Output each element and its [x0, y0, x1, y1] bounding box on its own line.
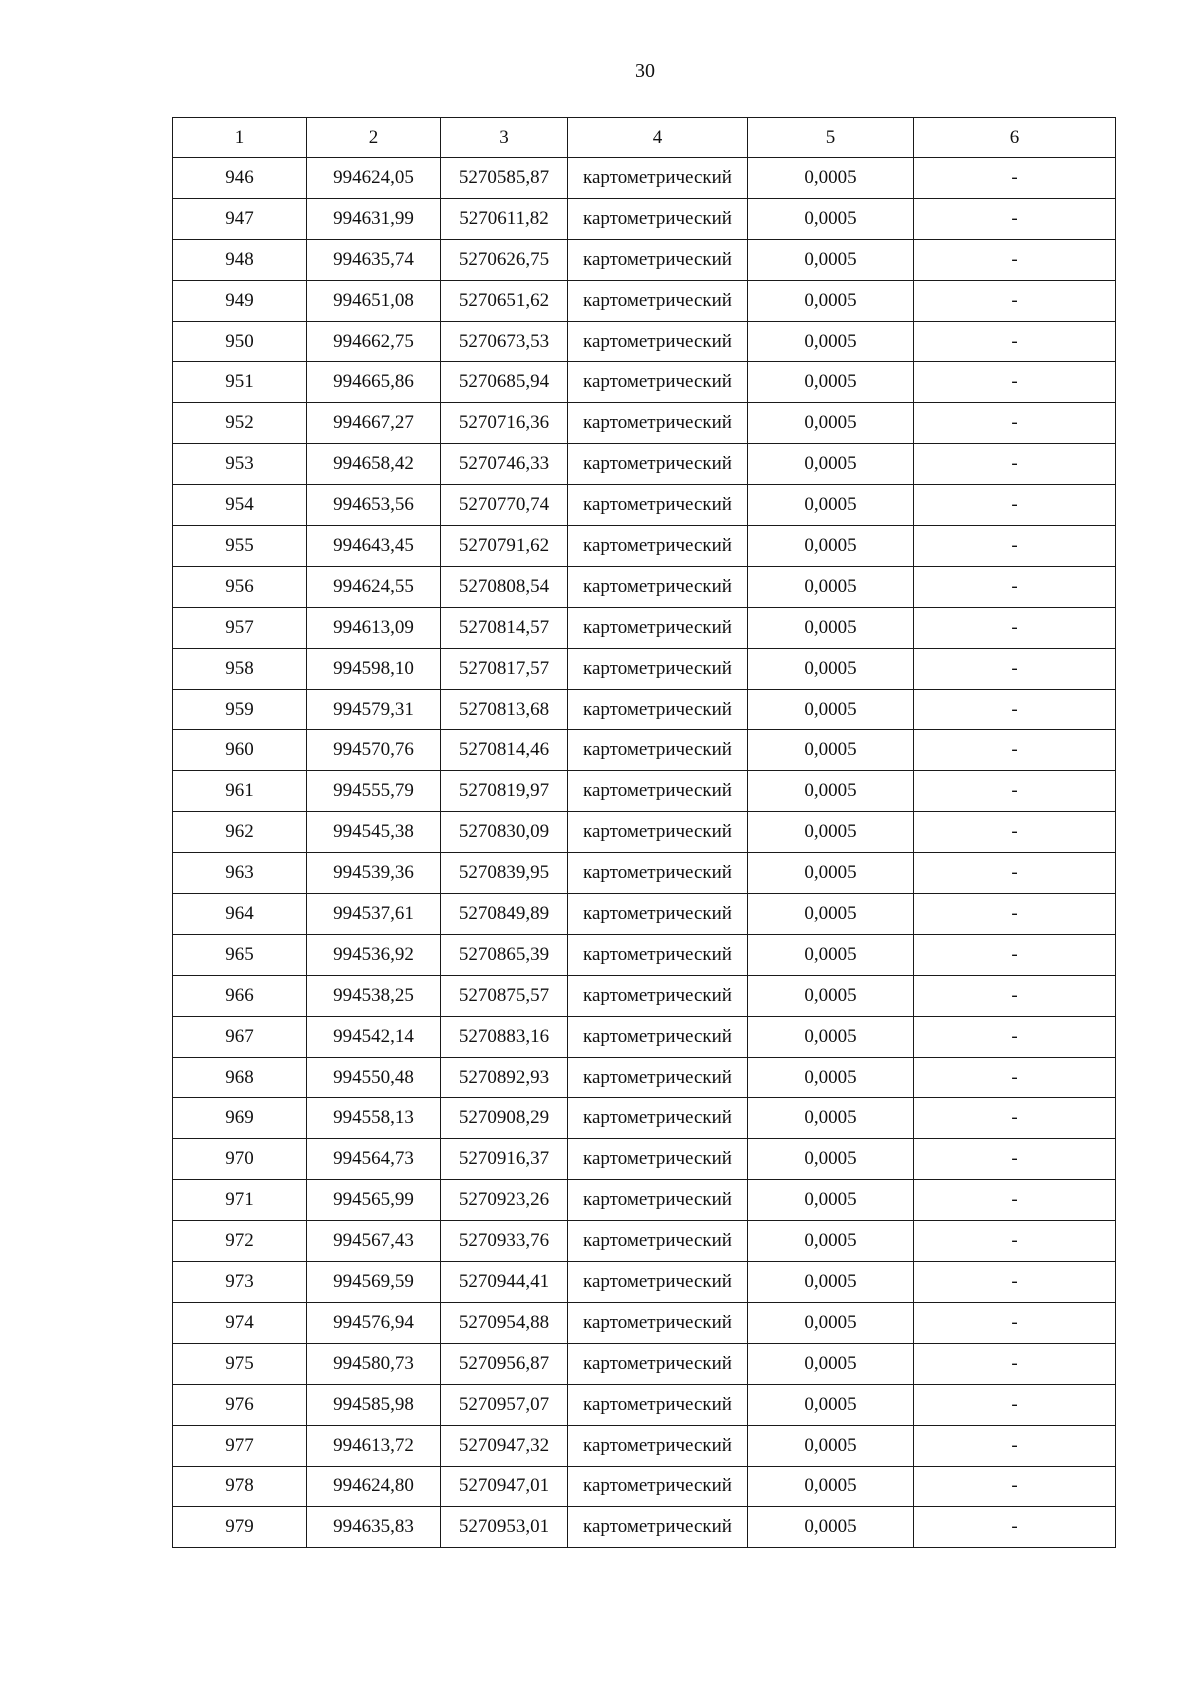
table-row: [173, 771, 1116, 812]
table-row: [173, 566, 1116, 607]
accuracy-cell: 0,0005: [748, 198, 914, 239]
accuracy-cell: 0,0005: [748, 1343, 914, 1384]
description-cell: -: [914, 934, 1116, 975]
method-cell: картометрический: [568, 1221, 748, 1262]
x-coordinate-cell: 994579,31: [307, 689, 441, 730]
description-cell: -: [914, 771, 1116, 812]
point-number-cell: 968: [173, 1057, 307, 1098]
accuracy-cell: 0,0005: [748, 812, 914, 853]
accuracy-cell: 0,0005: [748, 1016, 914, 1057]
description-cell: -: [914, 975, 1116, 1016]
y-coordinate-cell: 5270626,75: [441, 239, 568, 280]
table-row: [173, 1302, 1116, 1343]
table-row: [173, 1139, 1116, 1180]
table-row: [173, 1425, 1116, 1466]
y-coordinate-cell: 5270908,29: [441, 1098, 568, 1139]
method-cell: картометрический: [568, 771, 748, 812]
accuracy-cell: 0,0005: [748, 403, 914, 444]
table-row: [173, 198, 1116, 239]
description-cell: -: [914, 1057, 1116, 1098]
method-cell: картометрический: [568, 1425, 748, 1466]
method-cell: картометрический: [568, 239, 748, 280]
accuracy-cell: 0,0005: [748, 1384, 914, 1425]
x-coordinate-cell: 994542,14: [307, 1016, 441, 1057]
accuracy-cell: 0,0005: [748, 485, 914, 526]
description-cell: -: [914, 812, 1116, 853]
table-row: [173, 1057, 1116, 1098]
method-cell: картометрический: [568, 1098, 748, 1139]
x-coordinate-cell: 994653,56: [307, 485, 441, 526]
x-coordinate-cell: 994613,72: [307, 1425, 441, 1466]
table-row: [173, 689, 1116, 730]
point-number-cell: 969: [173, 1098, 307, 1139]
point-number-cell: 962: [173, 812, 307, 853]
method-cell: картометрический: [568, 198, 748, 239]
x-coordinate-cell: 994550,48: [307, 1057, 441, 1098]
table-row: [173, 1098, 1116, 1139]
y-coordinate-cell: 5270791,62: [441, 526, 568, 567]
accuracy-cell: 0,0005: [748, 689, 914, 730]
point-number-cell: 950: [173, 321, 307, 362]
method-cell: картометрический: [568, 812, 748, 853]
table-body: [173, 158, 1116, 1548]
x-coordinate-cell: 994536,92: [307, 934, 441, 975]
method-cell: картометрический: [568, 321, 748, 362]
table-row: [173, 894, 1116, 935]
column-header-5: 5: [748, 118, 914, 158]
point-number-cell: 959: [173, 689, 307, 730]
y-coordinate-cell: 5270865,39: [441, 934, 568, 975]
accuracy-cell: 0,0005: [748, 607, 914, 648]
accuracy-cell: 0,0005: [748, 730, 914, 771]
point-number-cell: 960: [173, 730, 307, 771]
point-number-cell: 957: [173, 607, 307, 648]
table-row: [173, 158, 1116, 199]
description-cell: -: [914, 894, 1116, 935]
table-header: [173, 118, 1116, 158]
y-coordinate-cell: 5270933,76: [441, 1221, 568, 1262]
description-cell: -: [914, 158, 1116, 199]
accuracy-cell: 0,0005: [748, 1139, 914, 1180]
table-row: [173, 812, 1116, 853]
description-cell: -: [914, 239, 1116, 280]
column-header-6: 6: [914, 118, 1116, 158]
y-coordinate-cell: 5270892,93: [441, 1057, 568, 1098]
x-coordinate-cell: 994624,05: [307, 158, 441, 199]
method-cell: картометрический: [568, 853, 748, 894]
table-row: [173, 403, 1116, 444]
accuracy-cell: 0,0005: [748, 894, 914, 935]
accuracy-cell: 0,0005: [748, 239, 914, 280]
header-row: [173, 118, 1116, 158]
y-coordinate-cell: 5270944,41: [441, 1262, 568, 1303]
accuracy-cell: 0,0005: [748, 853, 914, 894]
description-cell: -: [914, 485, 1116, 526]
y-coordinate-cell: 5270685,94: [441, 362, 568, 403]
accuracy-cell: 0,0005: [748, 1425, 914, 1466]
y-coordinate-cell: 5270770,74: [441, 485, 568, 526]
accuracy-cell: 0,0005: [748, 444, 914, 485]
x-coordinate-cell: 994667,27: [307, 403, 441, 444]
x-coordinate-cell: 994635,83: [307, 1507, 441, 1548]
point-number-cell: 979: [173, 1507, 307, 1548]
x-coordinate-cell: 994538,25: [307, 975, 441, 1016]
accuracy-cell: 0,0005: [748, 158, 914, 199]
point-number-cell: 971: [173, 1180, 307, 1221]
y-coordinate-cell: 5270956,87: [441, 1343, 568, 1384]
x-coordinate-cell: 994558,13: [307, 1098, 441, 1139]
table-row: [173, 280, 1116, 321]
point-number-cell: 973: [173, 1262, 307, 1303]
table-row: [173, 321, 1116, 362]
x-coordinate-cell: 994651,08: [307, 280, 441, 321]
method-cell: картометрический: [568, 1139, 748, 1180]
description-cell: -: [914, 403, 1116, 444]
y-coordinate-cell: 5270957,07: [441, 1384, 568, 1425]
table-row: [173, 362, 1116, 403]
table-row: [173, 1180, 1116, 1221]
accuracy-cell: 0,0005: [748, 1466, 914, 1507]
table-row: [173, 607, 1116, 648]
accuracy-cell: 0,0005: [748, 1262, 914, 1303]
table-row: [173, 1507, 1116, 1548]
x-coordinate-cell: 994613,09: [307, 607, 441, 648]
y-coordinate-cell: 5270916,37: [441, 1139, 568, 1180]
accuracy-cell: 0,0005: [748, 934, 914, 975]
x-coordinate-cell: 994567,43: [307, 1221, 441, 1262]
x-coordinate-cell: 994537,61: [307, 894, 441, 935]
x-coordinate-cell: 994545,38: [307, 812, 441, 853]
accuracy-cell: 0,0005: [748, 321, 914, 362]
y-coordinate-cell: 5270716,36: [441, 403, 568, 444]
accuracy-cell: 0,0005: [748, 362, 914, 403]
y-coordinate-cell: 5270839,95: [441, 853, 568, 894]
table-row: [173, 444, 1116, 485]
point-number-cell: 956: [173, 566, 307, 607]
table-row: [173, 526, 1116, 567]
method-cell: картометрический: [568, 1262, 748, 1303]
point-number-cell: 958: [173, 648, 307, 689]
method-cell: картометрический: [568, 1507, 748, 1548]
description-cell: -: [914, 853, 1116, 894]
accuracy-cell: 0,0005: [748, 1221, 914, 1262]
y-coordinate-cell: 5270875,57: [441, 975, 568, 1016]
point-number-cell: 977: [173, 1425, 307, 1466]
method-cell: картометрический: [568, 1302, 748, 1343]
table-row: [173, 1262, 1116, 1303]
description-cell: -: [914, 280, 1116, 321]
table-row: [173, 485, 1116, 526]
y-coordinate-cell: 5270814,46: [441, 730, 568, 771]
y-coordinate-cell: 5270883,16: [441, 1016, 568, 1057]
y-coordinate-cell: 5270814,57: [441, 607, 568, 648]
method-cell: картометрический: [568, 485, 748, 526]
x-coordinate-cell: 994565,99: [307, 1180, 441, 1221]
point-number-cell: 961: [173, 771, 307, 812]
accuracy-cell: 0,0005: [748, 566, 914, 607]
description-cell: -: [914, 444, 1116, 485]
method-cell: картометрический: [568, 444, 748, 485]
y-coordinate-cell: 5270611,82: [441, 198, 568, 239]
method-cell: картометрический: [568, 1466, 748, 1507]
x-coordinate-cell: 994585,98: [307, 1384, 441, 1425]
accuracy-cell: 0,0005: [748, 1180, 914, 1221]
method-cell: картометрический: [568, 607, 748, 648]
x-coordinate-cell: 994564,73: [307, 1139, 441, 1180]
y-coordinate-cell: 5270953,01: [441, 1507, 568, 1548]
description-cell: -: [914, 362, 1116, 403]
coordinates-table: [172, 117, 1116, 1548]
table-row: [173, 934, 1116, 975]
table-row: [173, 239, 1116, 280]
method-cell: картометрический: [568, 894, 748, 935]
method-cell: картометрический: [568, 1016, 748, 1057]
x-coordinate-cell: 994555,79: [307, 771, 441, 812]
point-number-cell: 948: [173, 239, 307, 280]
description-cell: -: [914, 689, 1116, 730]
point-number-cell: 964: [173, 894, 307, 935]
accuracy-cell: 0,0005: [748, 1098, 914, 1139]
x-coordinate-cell: 994598,10: [307, 648, 441, 689]
x-coordinate-cell: 994580,73: [307, 1343, 441, 1384]
x-coordinate-cell: 994624,55: [307, 566, 441, 607]
description-cell: -: [914, 1343, 1116, 1384]
point-number-cell: 952: [173, 403, 307, 444]
y-coordinate-cell: 5270808,54: [441, 566, 568, 607]
x-coordinate-cell: 994570,76: [307, 730, 441, 771]
point-number-cell: 963: [173, 853, 307, 894]
y-coordinate-cell: 5270813,68: [441, 689, 568, 730]
x-coordinate-cell: 994643,45: [307, 526, 441, 567]
description-cell: -: [914, 730, 1116, 771]
point-number-cell: 953: [173, 444, 307, 485]
column-header-1: 1: [173, 118, 307, 158]
description-cell: -: [914, 1180, 1116, 1221]
accuracy-cell: 0,0005: [748, 280, 914, 321]
point-number-cell: 954: [173, 485, 307, 526]
page-number: 30: [635, 60, 655, 82]
x-coordinate-cell: 994635,74: [307, 239, 441, 280]
point-number-cell: 966: [173, 975, 307, 1016]
y-coordinate-cell: 5270817,57: [441, 648, 568, 689]
table-row: [173, 1343, 1116, 1384]
point-number-cell: 974: [173, 1302, 307, 1343]
accuracy-cell: 0,0005: [748, 1507, 914, 1548]
y-coordinate-cell: 5270746,33: [441, 444, 568, 485]
point-number-cell: 972: [173, 1221, 307, 1262]
y-coordinate-cell: 5270819,97: [441, 771, 568, 812]
method-cell: картометрический: [568, 1180, 748, 1221]
description-cell: -: [914, 321, 1116, 362]
description-cell: -: [914, 1302, 1116, 1343]
point-number-cell: 951: [173, 362, 307, 403]
description-cell: -: [914, 1016, 1116, 1057]
method-cell: картометрический: [568, 1057, 748, 1098]
method-cell: картометрический: [568, 730, 748, 771]
description-cell: -: [914, 1221, 1116, 1262]
y-coordinate-cell: 5270947,32: [441, 1425, 568, 1466]
point-number-cell: 967: [173, 1016, 307, 1057]
method-cell: картометрический: [568, 280, 748, 321]
description-cell: -: [914, 566, 1116, 607]
table-row: [173, 1016, 1116, 1057]
method-cell: картометрический: [568, 975, 748, 1016]
method-cell: картометрический: [568, 403, 748, 444]
x-coordinate-cell: 994662,75: [307, 321, 441, 362]
accuracy-cell: 0,0005: [748, 648, 914, 689]
point-number-cell: 947: [173, 198, 307, 239]
method-cell: картометрический: [568, 526, 748, 567]
description-cell: -: [914, 1098, 1116, 1139]
description-cell: -: [914, 648, 1116, 689]
description-cell: -: [914, 526, 1116, 567]
x-coordinate-cell: 994624,80: [307, 1466, 441, 1507]
description-cell: -: [914, 1425, 1116, 1466]
table-row: [173, 1466, 1116, 1507]
table-row: [173, 648, 1116, 689]
table-row: [173, 1221, 1116, 1262]
y-coordinate-cell: 5270651,62: [441, 280, 568, 321]
column-header-3: 3: [441, 118, 568, 158]
column-header-4: 4: [568, 118, 748, 158]
description-cell: -: [914, 198, 1116, 239]
description-cell: -: [914, 1139, 1116, 1180]
method-cell: картометрический: [568, 1384, 748, 1425]
description-cell: -: [914, 1507, 1116, 1548]
y-coordinate-cell: 5270954,88: [441, 1302, 568, 1343]
point-number-cell: 975: [173, 1343, 307, 1384]
point-number-cell: 978: [173, 1466, 307, 1507]
y-coordinate-cell: 5270923,26: [441, 1180, 568, 1221]
point-number-cell: 949: [173, 280, 307, 321]
method-cell: картометрический: [568, 689, 748, 730]
accuracy-cell: 0,0005: [748, 526, 914, 567]
y-coordinate-cell: 5270849,89: [441, 894, 568, 935]
method-cell: картометрический: [568, 362, 748, 403]
method-cell: картометрический: [568, 566, 748, 607]
x-coordinate-cell: 994576,94: [307, 1302, 441, 1343]
x-coordinate-cell: 994665,86: [307, 362, 441, 403]
description-cell: -: [914, 607, 1116, 648]
point-number-cell: 976: [173, 1384, 307, 1425]
method-cell: картометрический: [568, 934, 748, 975]
x-coordinate-cell: 994658,42: [307, 444, 441, 485]
table-row: [173, 853, 1116, 894]
point-number-cell: 955: [173, 526, 307, 567]
x-coordinate-cell: 994631,99: [307, 198, 441, 239]
x-coordinate-cell: 994569,59: [307, 1262, 441, 1303]
y-coordinate-cell: 5270673,53: [441, 321, 568, 362]
method-cell: картометрический: [568, 648, 748, 689]
y-coordinate-cell: 5270585,87: [441, 158, 568, 199]
accuracy-cell: 0,0005: [748, 1302, 914, 1343]
method-cell: картометрический: [568, 158, 748, 199]
x-coordinate-cell: 994539,36: [307, 853, 441, 894]
description-cell: -: [914, 1262, 1116, 1303]
point-number-cell: 946: [173, 158, 307, 199]
table-row: [173, 1384, 1116, 1425]
point-number-cell: 965: [173, 934, 307, 975]
accuracy-cell: 0,0005: [748, 975, 914, 1016]
column-header-2: 2: [307, 118, 441, 158]
accuracy-cell: 0,0005: [748, 1057, 914, 1098]
description-cell: -: [914, 1466, 1116, 1507]
table-row: [173, 730, 1116, 771]
accuracy-cell: 0,0005: [748, 771, 914, 812]
description-cell: -: [914, 1384, 1116, 1425]
table-row: [173, 975, 1116, 1016]
point-number-cell: 970: [173, 1139, 307, 1180]
method-cell: картометрический: [568, 1343, 748, 1384]
y-coordinate-cell: 5270947,01: [441, 1466, 568, 1507]
y-coordinate-cell: 5270830,09: [441, 812, 568, 853]
